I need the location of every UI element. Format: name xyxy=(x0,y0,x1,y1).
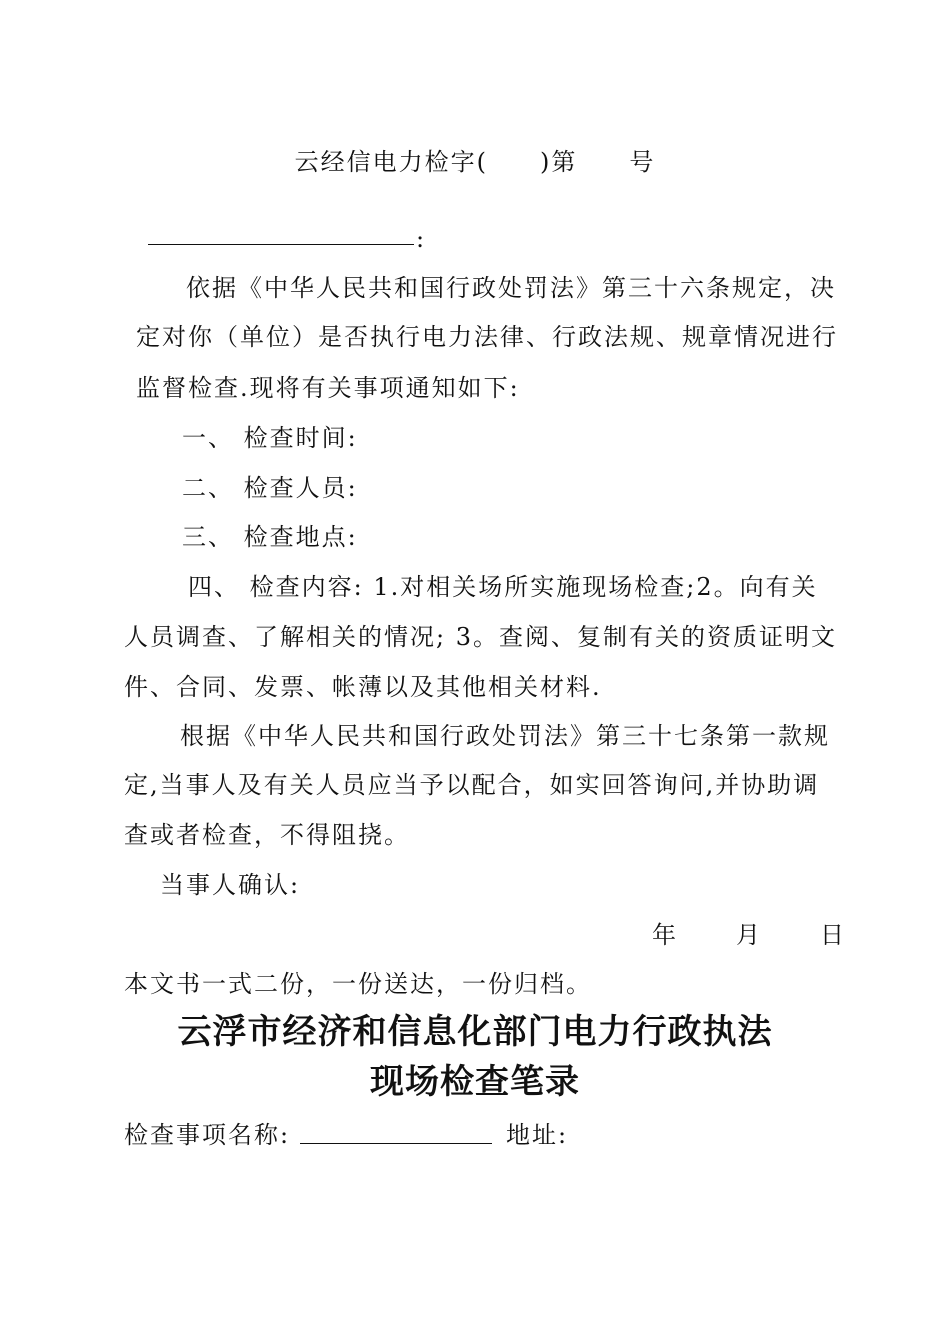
copies-note: 本文书一式二份，一份送达，一份归档。 xyxy=(124,970,592,998)
addressee-blank[interactable] xyxy=(148,244,414,245)
party-confirmation-label: 当事人确认: xyxy=(160,871,301,899)
item-content-line-3: 件、合同、发票、帐薄以及其他相关材料. xyxy=(124,673,602,701)
record-title-line-1: 云浮市经济和信息化部门电力行政执法 xyxy=(177,1012,773,1052)
cooperation-line-3: 查或者检查，不得阻挠。 xyxy=(124,821,410,849)
item-content-line-1: 四、 检查内容: 1.对相关场所实施现场检查;2。向有关 xyxy=(188,573,818,601)
inspection-item-name-label: 检查事项名称: xyxy=(124,1121,291,1149)
addressee-colon: : xyxy=(416,225,427,253)
intro-line-1: 依据《中华人民共和国行政处罚法》第三十六条规定，决 xyxy=(186,274,836,302)
item-inspectors: 二、 检查人员: xyxy=(182,474,358,502)
cooperation-line-1: 根据《中华人民共和国行政处罚法》第三十七条第一款规 xyxy=(180,722,830,750)
date-line: 年 月 日 xyxy=(652,921,848,949)
inspection-item-name-blank[interactable] xyxy=(300,1143,492,1144)
cooperation-line-2: 定,当事人及有关人员应当予以配合，如实回答询问,并协助调 xyxy=(124,771,820,799)
record-title-line-2: 现场检查笔录 xyxy=(370,1062,580,1102)
intro-line-3: 监督检查.现将有关事项通知如下: xyxy=(136,374,520,402)
item-content-line-2: 人员调查、了解相关的情况; 3。查阅、复制有关的资质证明文 xyxy=(124,623,837,651)
item-inspection-place: 三、 检查地点: xyxy=(182,523,358,551)
intro-line-2: 定对你（单位）是否执行电力法律、行政法规、规章情况进行 xyxy=(136,323,838,351)
item-inspection-time: 一、 检查时间: xyxy=(182,424,358,452)
document-number: 云经信电力检字( )第 号 xyxy=(294,148,656,176)
address-label: 地址: xyxy=(506,1121,569,1149)
